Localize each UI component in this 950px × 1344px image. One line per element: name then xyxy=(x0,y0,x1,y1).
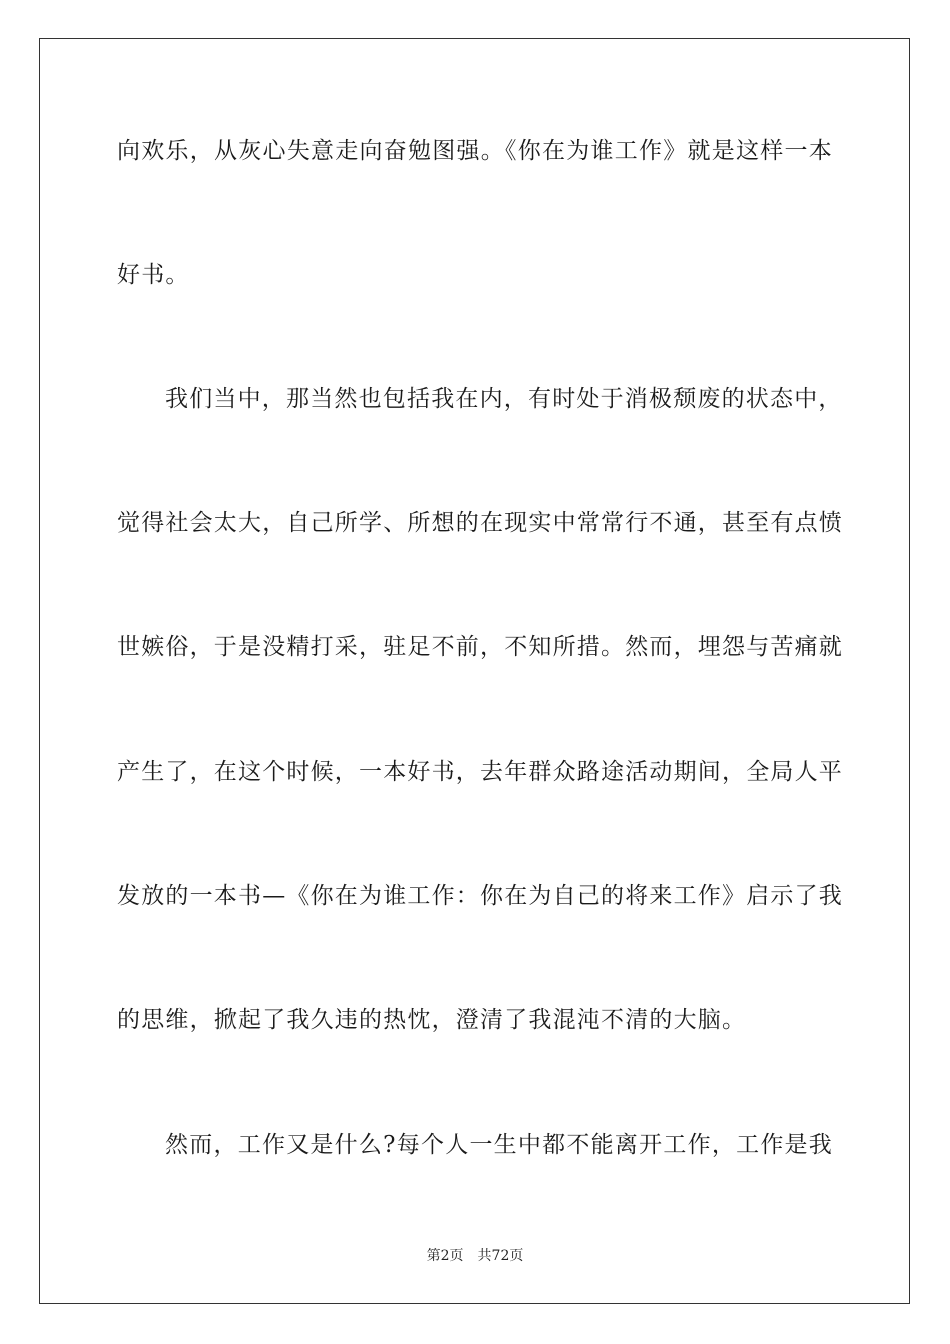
page-number: 第2页 xyxy=(426,1248,464,1264)
page-border xyxy=(39,38,910,1304)
paragraph-first-line: 然而，工作又是什么?每个人一生中都不能离开工作，工作是我 xyxy=(165,1132,833,1158)
text-line: 向欢乐，从灰心失意走向奋勉图强。《你在为谁工作》就是这样一本 xyxy=(117,138,833,164)
text-line: 好书。 xyxy=(117,262,190,288)
text-line: 世嫉俗，于是没精打采，驻足不前，不知所措。然而，埋怨与苦痛就 xyxy=(117,634,843,660)
page-footer xyxy=(0,1247,950,1265)
text-line: 的思维，掀起了我久违的热忱，澄清了我混沌不清的大脑。 xyxy=(117,1007,747,1033)
page-total: 共72页 xyxy=(477,1248,524,1264)
text-line: 觉得社会太大，自己所学、所想的在现实中常常行不通，甚至有点愤 xyxy=(117,510,843,536)
text-line: 产生了，在这个时候，一本好书，去年群众路途活动期间，全局人平 xyxy=(117,759,843,785)
paragraph-first-line: 我们当中，那当然也包括我在内，有时处于消极颓废的状态中， xyxy=(165,386,843,412)
text-line: 发放的一本书—《你在为谁工作：你在为自己的将来工作》启示了我 xyxy=(117,883,843,909)
